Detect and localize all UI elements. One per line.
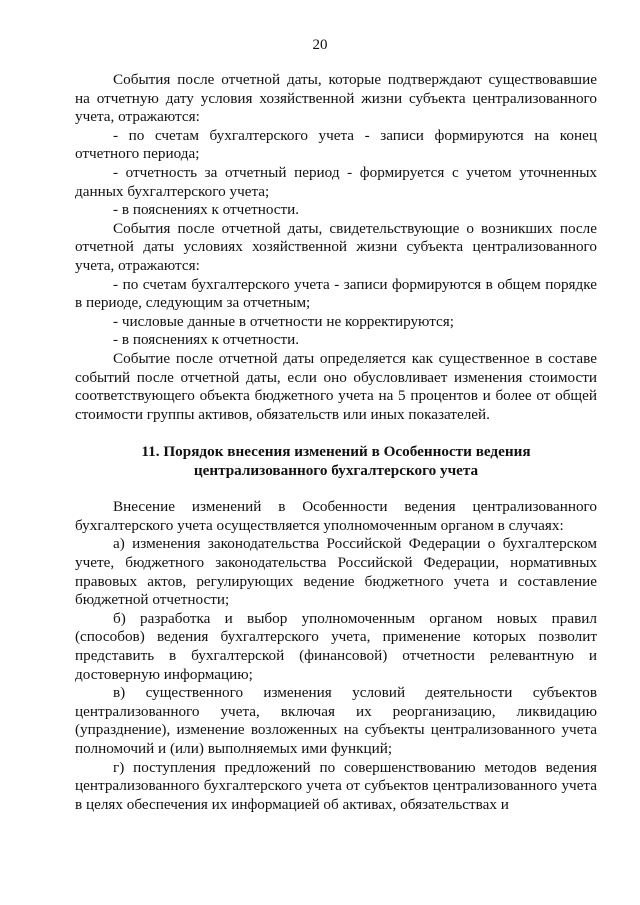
list-item: - по счетам бухгалтерского учета - записи формируются на конец отчетного периода; <box>75 126 597 163</box>
paragraph: События после отчетной даты, свидетельствующие о возникших после отчетной даты условиях хозяйственной жизни субъекта централизованного учета, отражаются: <box>75 219 597 274</box>
list-item: г) поступления предложений по совершенствованию методов ведения централизованного бухгалтерского учета от субъектов централизованного учета в целях обеспечения их информацией об активах, обязательствах и <box>75 758 597 813</box>
paragraph: Внесение изменений в Особенности ведения централизованного бухгалтерского учета осуществляется уполномоченным органом в случаях: <box>75 498 597 534</box>
page-number: 20 <box>312 37 328 53</box>
section-heading-line: 11. Порядок внесения изменений в Особенности ведения <box>141 443 531 461</box>
paragraph: Событие после отчетной даты определяется как существенное в составе событий после отчетной даты, если оно обусловливает изменения стоимости соответствующего объекта бюджетного учета на 5 процентов и более от общей стоимости группы активов, обязательств или иных показателей. <box>75 349 597 423</box>
list-item: в) существенного изменения условий деятельности субъектов централизованного учета, включая их реорганизацию, ликвидацию (упразднение), изменение возложенных на субъекты централизованного учета полномочий и (или) выполняемых ими функций; <box>75 684 597 757</box>
list-item: - числовые данные в отчетности не корректируются; <box>113 312 454 330</box>
document-body <box>75 71 597 814</box>
section-heading <box>75 442 597 480</box>
paragraph: События после отчетной даты, которые подтверждают существовавшие на отчетную дату условия хозяйственной жизни субъекта централизованного учета, отражаются: <box>75 71 597 126</box>
list-item: - отчетность за отчетный период - формируется с учетом уточненных данных бухгалтерского учета; <box>75 163 597 200</box>
list-item: - в пояснениях к отчетности. <box>113 331 300 349</box>
list-item: - в пояснениях к отчетности. <box>113 201 300 219</box>
list-item: - по счетам бухгалтерского учета - записи формируются в общем порядке в периоде, следующим за отчетным; <box>75 275 597 312</box>
section-heading-line: централизованного бухгалтерского учета <box>193 462 479 480</box>
list-item: а) изменения законодательства Российской Федерации о бухгалтерском учете, бюджетного законодательства Российской Федерации, нормативных правовых актов, регулирующих ведение бюджетного учета и составление бюджетной отчетности; <box>75 535 597 609</box>
list-item: б) разработка и выбор уполномоченным органом новых правил (способов) ведения бухгалтерского учета, применение которых позволит представить в бухгалтерской (финансовой) отчетности релевантную и достоверную информацию; <box>75 609 597 683</box>
